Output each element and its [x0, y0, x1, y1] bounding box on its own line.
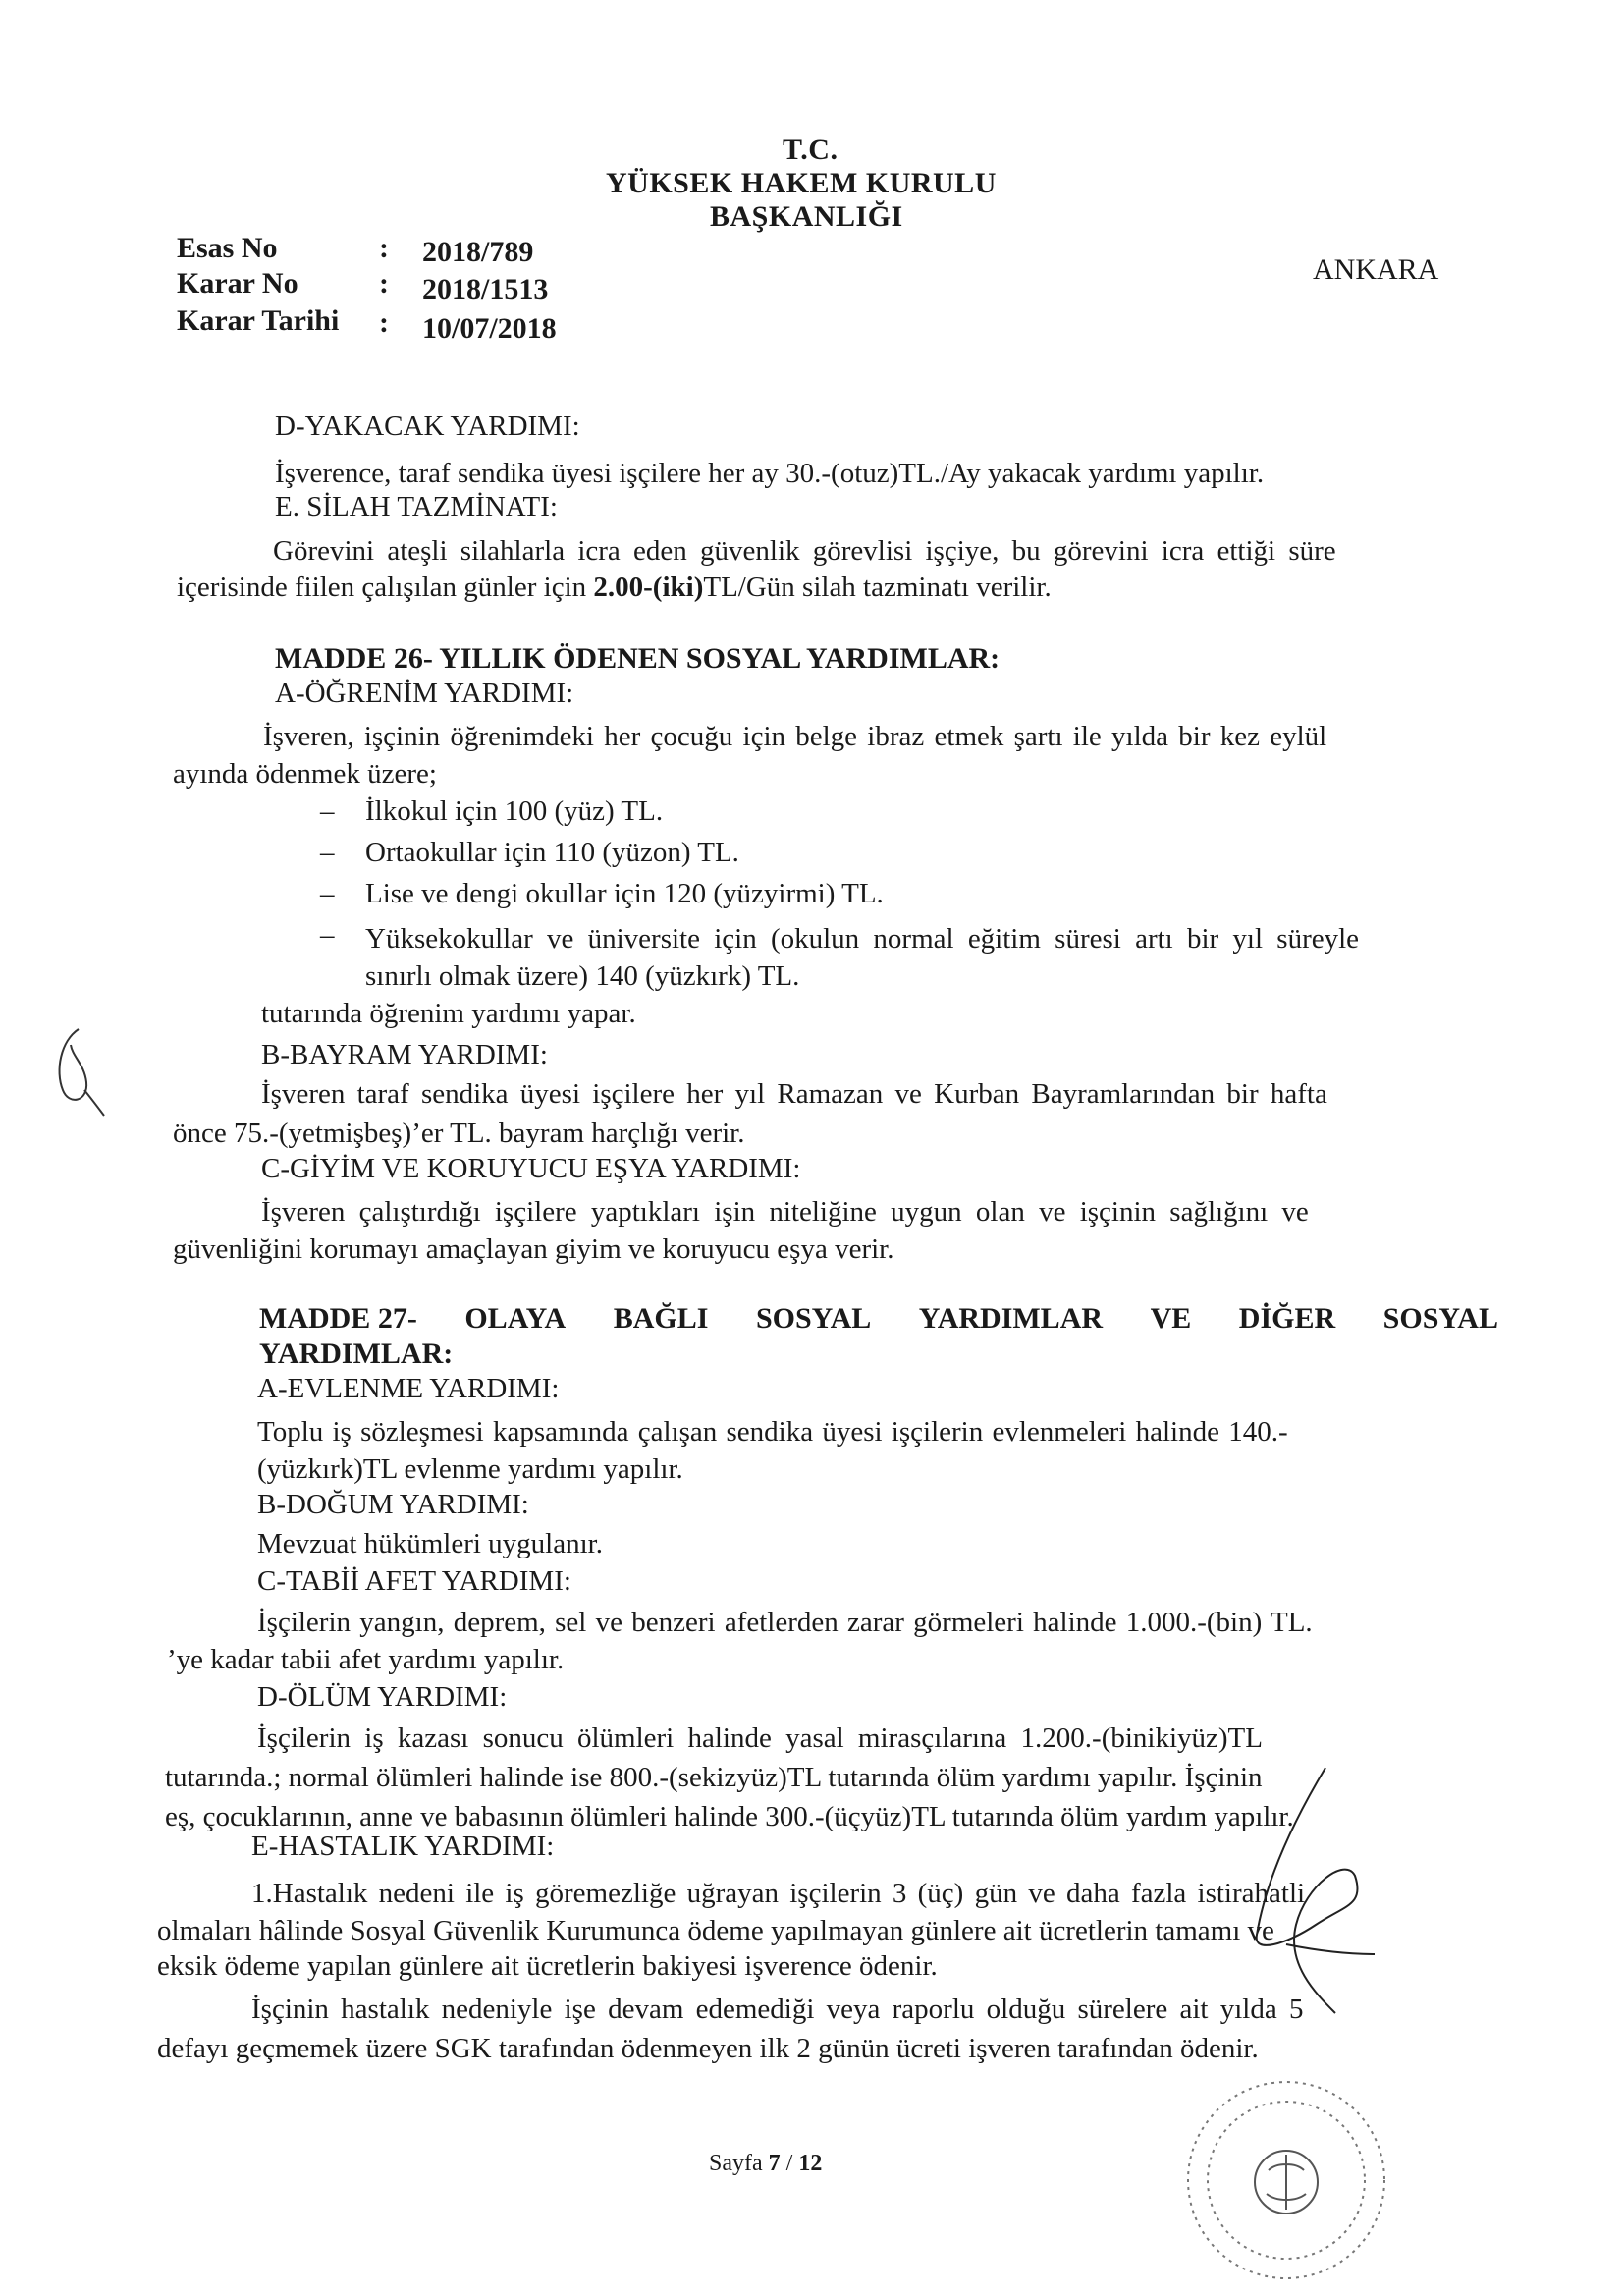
madde27-d-title: D-ÖLÜM YARDIMI:	[257, 1681, 508, 1713]
madde27-d-line3: eş, çocuklarının, anne ve babasının ölümleri halinde 300.-(üçyüz)TL tutarında ölüm yardım yapılır.	[165, 1801, 1294, 1832]
tarih-colon: :	[379, 306, 389, 339]
page-number	[709, 2151, 822, 2177]
e-silah-line1-text: Görevini ateşli silahlarla icra eden güvenlik görevlisi işçiye, bu görevini icra ettiği süre	[273, 535, 1336, 567]
karar-colon: :	[379, 267, 389, 300]
madde27-a-line1: Toplu iş sözleşmesi kapsamında çalışan sendika üyesi işçilerin evlenmeleri halinde 140.-	[257, 1416, 1288, 1448]
e-silah-amount: 2.00-(iki)	[593, 572, 704, 603]
e-silah-title: E. SİLAH TAZMİNATI:	[275, 491, 558, 522]
madde26-b-line2: önce 75.-(yetmişbeş)’er TL. bayram harçlığı verir.	[173, 1118, 745, 1149]
page-prefix: Sayfa	[709, 2151, 769, 2176]
madde27-title-word: VE	[1150, 1302, 1192, 1335]
madde26-a-line2: ayında ödenmek üzere;	[173, 758, 437, 790]
madde26-b-title: B-BAYRAM YARDIMI:	[261, 1039, 548, 1070]
official-seal-stamp	[1139, 2072, 1434, 2288]
header-city: ANKARA	[1313, 253, 1439, 286]
header-tc: T.C.	[783, 134, 839, 166]
madde27-title-line2: YARDIMLAR:	[259, 1338, 454, 1370]
e-silah-line2-post: TL/Gün silah tazminatı verilir.	[703, 572, 1052, 603]
madde27-c-title: C-TABİİ AFET YARDIMI:	[257, 1565, 571, 1597]
madde27-d-line2: tutarında.; normal ölümleri halinde ise 800.-(sekizyüz)TL tutarında ölüm yardımı yapılır. İşçinin	[165, 1762, 1263, 1793]
madde26-a-title: A-ÖĞRENİM YARDIMI:	[275, 678, 574, 709]
signature-mark	[1227, 1758, 1404, 2052]
madde27-e-title: E-HASTALIK YARDIMI:	[251, 1831, 555, 1862]
madde26-a-line1: İşveren, işçinin öğrenimdeki her çocuğu için belge ibraz etmek şartı ile yılda bir kez eylül	[263, 721, 1327, 752]
madde27-d-line1: İşçilerin iş kazası sonucu ölümleri halinde yasal mirasçılarına 1.200.-(binikiyüz)TL	[257, 1722, 1263, 1754]
madde26-c-line1: İşveren çalıştırdığı işçilere yaptıkları işin niteliğine uygun olan ve işçinin sağlığını ve	[261, 1196, 1309, 1228]
list-item-dash: –	[320, 878, 335, 909]
madde27-b-line1: Mevzuat hükümleri uygulanır.	[257, 1528, 603, 1559]
madde27-title-word: MADDE 27-	[259, 1302, 417, 1335]
list-item-dash: –	[320, 837, 335, 868]
karar-value: 2018/1513	[422, 273, 549, 305]
handwritten-initial-mark	[49, 1021, 108, 1120]
madde26-a-after: tutarında öğrenim yardımı yapar.	[261, 998, 636, 1029]
e-silah-line1	[273, 535, 1512, 568]
madde27-a-title: A-EVLENME YARDIMI:	[257, 1373, 560, 1404]
madde27-title-word: OLAYA	[464, 1302, 567, 1335]
tarih-value: 10/07/2018	[422, 312, 557, 345]
madde27-c-line1: İşçilerin yangın, deprem, sel ve benzeri afetlerden zarar görmeleri halinde 1.000.-(bin) TL.	[257, 1607, 1313, 1638]
d-yakacak-title: D-YAKACAK YARDIMI:	[275, 410, 580, 442]
esas-label: Esas No	[177, 232, 278, 264]
page-total: 12	[798, 2151, 823, 2176]
esas-colon: :	[379, 232, 389, 264]
madde27-title-word: YARDIMLAR	[918, 1302, 1104, 1335]
madde27-c-line2: ’ye kadar tabii afet yardımı yapılır.	[167, 1644, 565, 1675]
madde26-b-line1: İşveren taraf sendika üyesi işçilere her yıl Ramazan ve Kurban Bayramlarından bir hafta	[261, 1078, 1327, 1110]
madde27-title-word: SOSYAL	[755, 1302, 872, 1335]
madde26-c-title: C-GİYİM VE KORUYUCU EŞYA YARDIMI:	[261, 1153, 801, 1184]
d-yakacak-text: İşverence, taraf sendika üyesi işçilere her ay 30.-(otuz)TL./Ay yakacak yardımı yapılır.	[275, 458, 1265, 489]
list-item: Ortaokullar için 110 (yüzon) TL.	[365, 837, 739, 868]
madde27-title-word: BAĞLI	[613, 1302, 709, 1335]
esas-value: 2018/789	[422, 236, 534, 268]
madde27-e-line1: 1.Hastalık nedeni ile iş göremezliğe uğrayan işçilerin 3 (üç) gün ve daha fazla istirahatli	[251, 1878, 1306, 1909]
madde26-c-line2: güvenliğini korumayı amaçlayan giyim ve koruyucu eşya verir.	[173, 1233, 894, 1265]
madde27-b-title: B-DOĞUM YARDIMI:	[257, 1489, 529, 1520]
madde27-title-word: DİĞER	[1238, 1302, 1336, 1335]
page-current: 7	[768, 2151, 781, 2176]
list-item: Yüksekokullar ve üniversite için (okulun normal eğitim süresi artı bir yıl süreyle	[365, 923, 1360, 955]
e-silah-line2	[177, 572, 1052, 604]
madde27-e-line5: defayı geçmemek üzere SGK tarafından ödenmeyen ilk 2 günün ücreti işveren tarafından ödenir.	[157, 2033, 1259, 2064]
madde27-a-line2: (yüzkırk)TL evlenme yardımı yapılır.	[257, 1453, 683, 1485]
tarih-label: Karar Tarihi	[177, 304, 340, 337]
header-presidency: BAŞKANLIĞI	[710, 200, 903, 233]
list-item-dash: –	[320, 919, 335, 951]
list-item: İlkokul için 100 (yüz) TL.	[365, 795, 664, 827]
madde27-title-line1	[259, 1302, 1498, 1336]
list-item-dash: –	[320, 795, 335, 827]
madde27-e-line2: olmaları hâlinde Sosyal Güvenlik Kurumunca ödeme yapılmayan günlere ait ücretlerin tamamı ve	[157, 1915, 1274, 1946]
madde27-e-line3: eksik ödeme yapılan günlere ait ücretlerin bakiyesi işverence ödenir.	[157, 1950, 938, 1982]
madde27-title-word: SOSYAL	[1382, 1302, 1498, 1335]
karar-label: Karar No	[177, 267, 298, 300]
e-silah-line2-pre: içerisinde fiilen çalışılan günler için	[177, 572, 594, 603]
list-item-continued: sınırlı olmak üzere) 140 (yüzkırk) TL.	[365, 960, 800, 992]
list-item: Lise ve dengi okullar için 120 (yüzyirmi) TL.	[365, 878, 884, 909]
madde27-e-line4: İşçinin hastalık nedeniyle işe devam edemediği veya raporlu olduğu sürelere ait yılda 5	[251, 1994, 1304, 2025]
header-court-name: YÜKSEK HAKEM KURULU	[606, 167, 997, 199]
madde26-title: MADDE 26- YILLIK ÖDENEN SOSYAL YARDIMLAR:	[275, 642, 1001, 675]
page-separator: /	[780, 2151, 799, 2176]
